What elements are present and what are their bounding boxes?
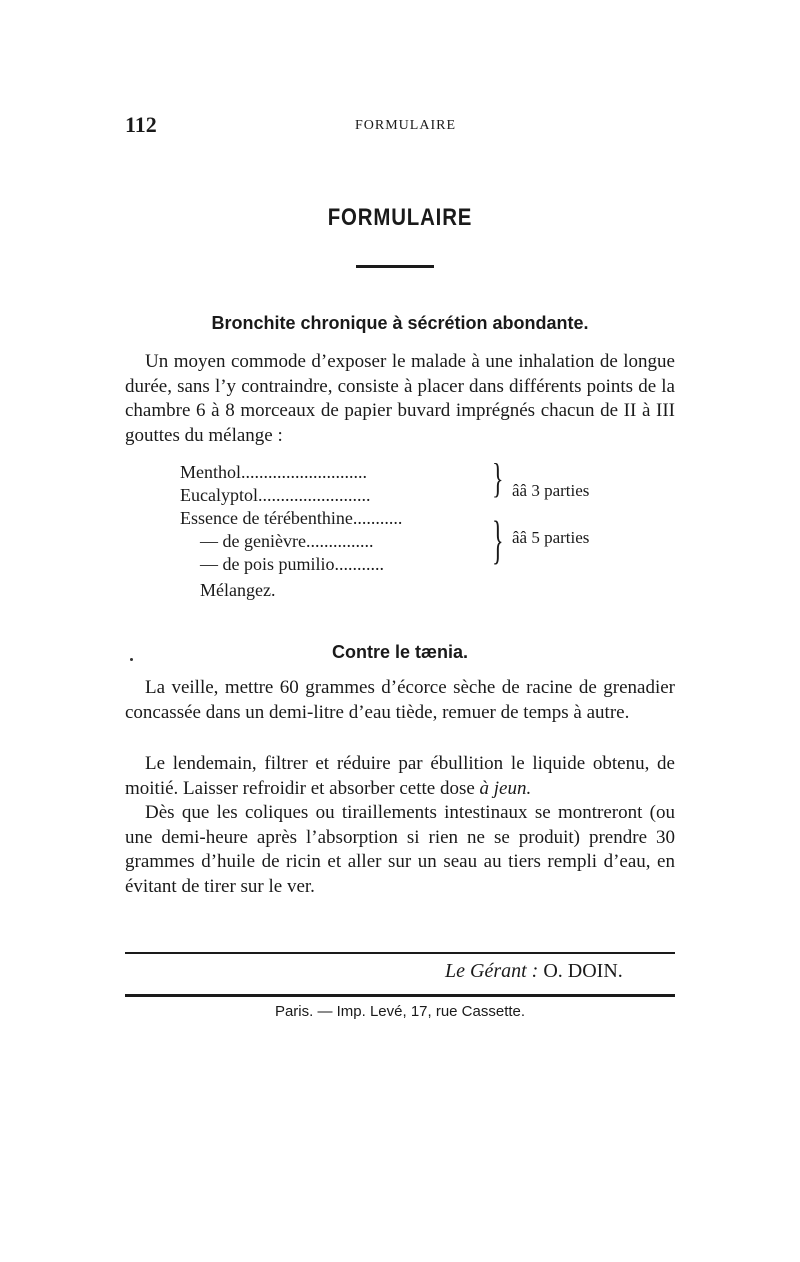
paragraph-text: Le lendemain, filtrer et réduire par ébullition le liquide obtenu, de moitié. Laisser refroidir et absorber cette dose (125, 753, 675, 799)
ingredient-dots: ............... (305, 531, 374, 551)
taenia-paragraph-3 (125, 801, 675, 899)
group-label-1: ââ 3 parties (512, 481, 590, 500)
ingredient-line (180, 484, 370, 508)
bronchite-paragraph-text: Un moyen commode d’exposer le malade à une inhalation de longue durée, sans l’y contraindre, consiste à placer dans différents points de la chambre 6 à 8 morceaux de papier buvard imprégnés chacun de II à III gouttes du mélange : (125, 351, 675, 446)
ingredient-line (180, 507, 402, 531)
ingredient-line (200, 530, 373, 554)
bronchite-paragraph (125, 350, 675, 448)
gerant-name: O. DOIN. (543, 960, 623, 982)
taenia-paragraph-2 (125, 752, 675, 801)
gerant-signature (445, 960, 623, 983)
ingredient-dots: ......................... (257, 485, 371, 505)
ingredient-dots: ............................ (241, 462, 367, 482)
gerant-label: Le Gérant : (445, 960, 539, 982)
ingredient-name: Essence de térébenthine (180, 508, 353, 528)
italic-phrase: à jeun. (479, 777, 532, 799)
ingredient-line (200, 553, 384, 577)
ingredient-dots: ........... (334, 554, 384, 574)
brace-group-1: } (492, 457, 504, 503)
ingredient-dots: ........... (352, 508, 403, 528)
ingredient-name: — de pois pumilio (200, 554, 335, 574)
formula-instruction: Mélangez. (200, 580, 276, 600)
section-heading-bronchite: Bronchite chronique à sécrétion abondante. (211, 313, 589, 333)
page-title: FORMULAIRE (327, 204, 473, 231)
paragraph-text: Dès que les coliques ou tiraillements intestinaux se montreront (ou une demi-heure après l’absorption si rien ne se produit) prendre 30 grammes d’huile de ricin et aller sur un seau au tiers rempli d’eau, en évitant de tirer sur le ver. (125, 802, 675, 897)
ingredient-name: — de genièvre (200, 531, 306, 551)
page-number: 112 (125, 112, 157, 137)
title-rule (356, 265, 434, 268)
section-heading-taenia: Contre le tænia. (331, 642, 469, 662)
ingredient-line (180, 461, 367, 485)
taenia-paragraph-1 (125, 676, 675, 725)
running-head: FORMULAIRE (355, 118, 457, 133)
brace-group-2: } (492, 513, 504, 571)
footer-rule (125, 952, 675, 954)
printer-imprint: Paris. — Imp. Levé, 17, rue Cassette. (274, 1003, 526, 1020)
ingredient-name: Menthol (180, 462, 241, 482)
paragraph-text: La veille, mettre 60 grammes d’écorce sèche de racine de grenadier concassée dans un demi-litre d’eau tiède, remuer de temps à autre. (125, 677, 675, 723)
group-label-2: ââ 5 parties (512, 528, 590, 547)
footer-rule-bottom (125, 994, 675, 997)
ingredient-name: Eucalyptol (180, 485, 258, 505)
